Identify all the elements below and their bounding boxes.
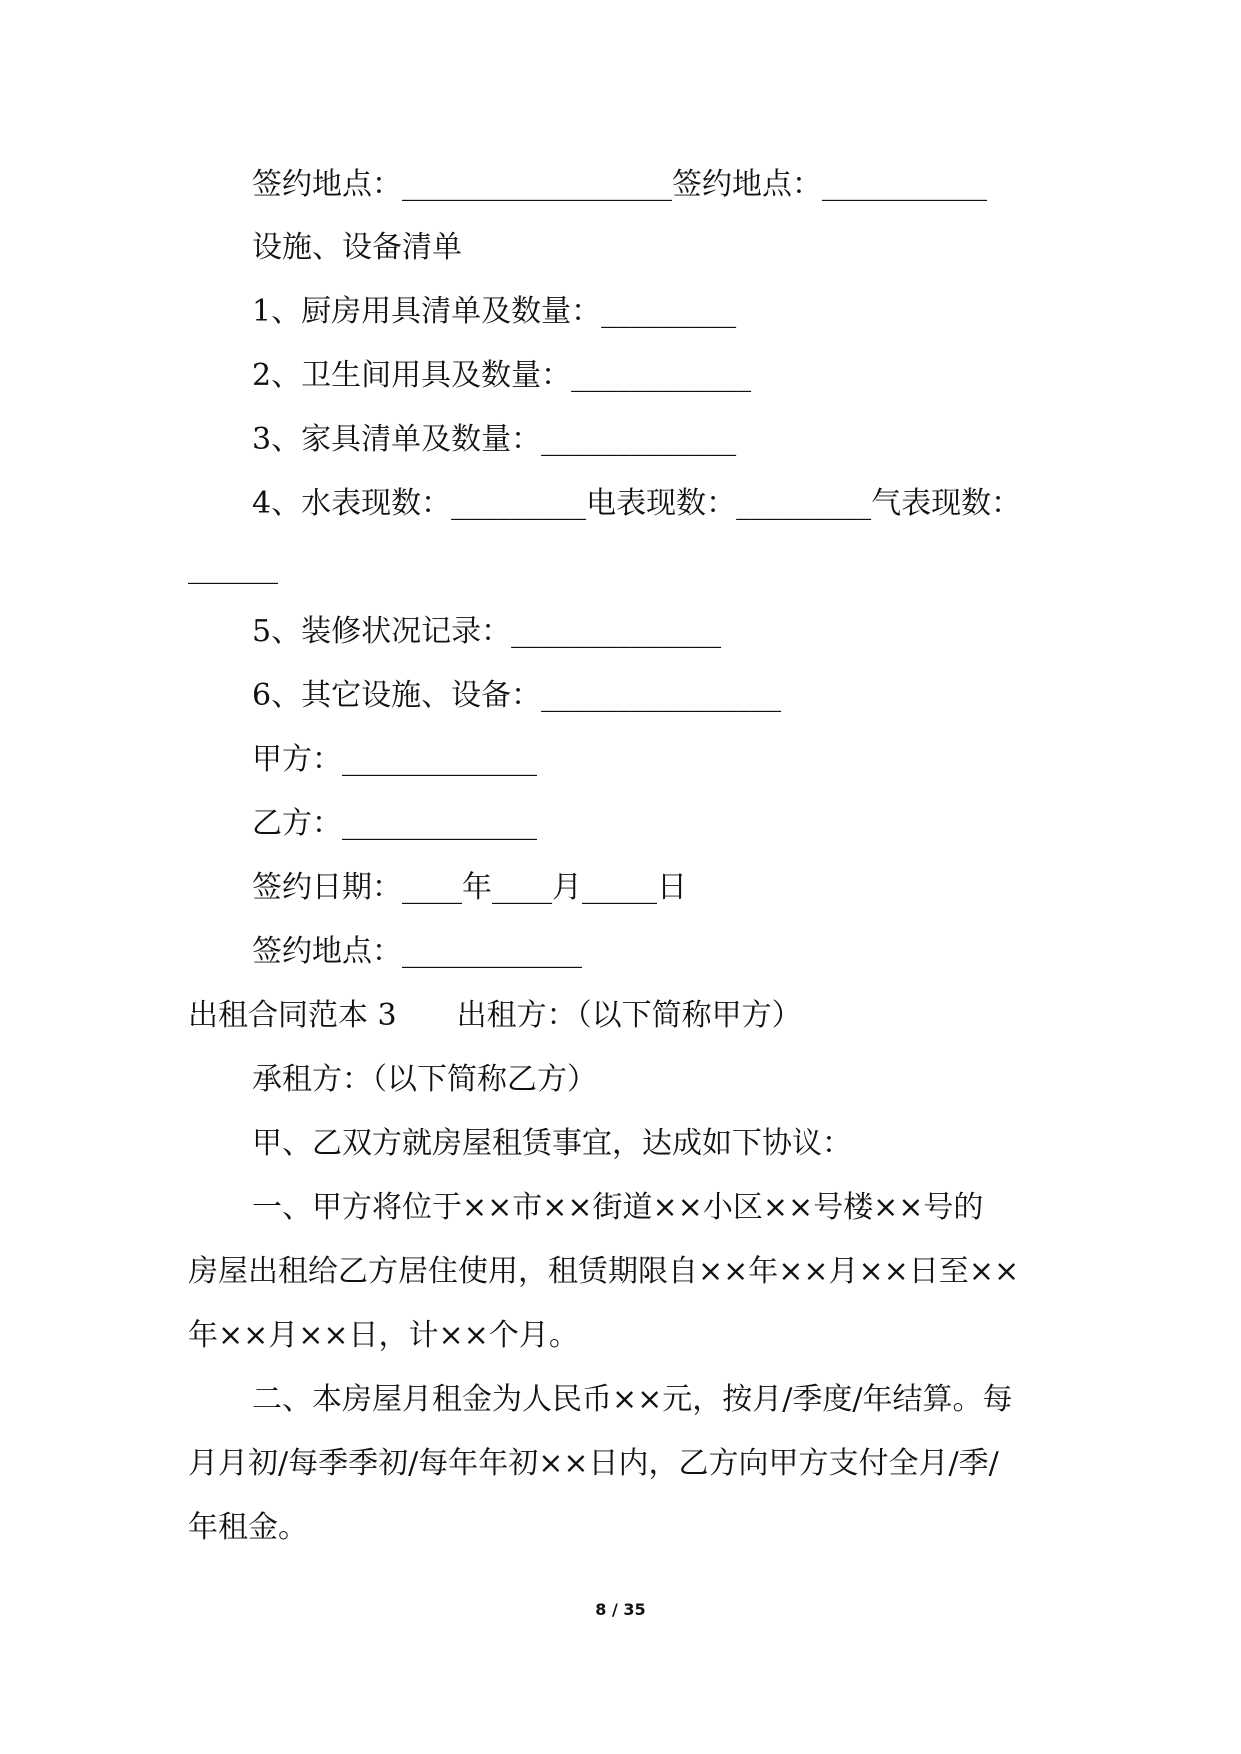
clause-1-line-3: 年××月××日，计××个月。	[188, 1318, 579, 1353]
furniture-items-line: 3、家具清单及数量：_____________	[252, 422, 737, 457]
party-b-line: 乙方：_____________	[252, 806, 537, 841]
agreement-intro-line: 甲、乙双方就房屋租赁事宜，达成如下协议：	[252, 1126, 852, 1161]
kitchen-items-line: 1、厨房用具清单及数量：_________	[252, 294, 737, 329]
clause-1-line-1: 一、甲方将位于××市××街道××小区××号楼××号的	[252, 1190, 984, 1225]
meter-readings-line: 4、水表现数：_________电表现数：_________气表现数：	[252, 486, 1022, 521]
clause-2-line-3: 年租金。	[188, 1510, 308, 1545]
page-number: 8 / 35	[595, 1600, 646, 1619]
clause-1-line-2: 房屋出租给乙方居住使用，租赁期限自××年××月××日至××	[188, 1254, 1020, 1289]
meter-readings-continued: ______	[188, 550, 278, 585]
facilities-list-heading: 设施、设备清单	[252, 230, 462, 265]
clause-2-line-2: 月月初/每季季初/每年年初××日内，乙方向甲方支付全月/季/	[188, 1446, 999, 1481]
party-a-line: 甲方：_____________	[252, 742, 537, 777]
renovation-record-line: 5、装修状况记录：______________	[252, 614, 722, 649]
other-facilities-line: 6、其它设施、设备：________________	[252, 678, 782, 713]
signing-place-line-2: 签约地点：____________	[252, 934, 582, 969]
contract-template-title: 出租合同范本 3 出租方：（以下简称甲方）	[188, 998, 802, 1033]
signing-place-line-1: 签约地点：__________________签约地点：___________	[252, 167, 987, 202]
signing-date-line: 签约日期：____年____月_____日	[252, 870, 687, 905]
clause-2-line-1: 二、本房屋月租金为人民币××元，按月/季度/年结算。每	[252, 1382, 1013, 1417]
bathroom-items-line: 2、卫生间用具及数量：____________	[252, 358, 752, 393]
lessee-line: 承租方：（以下简称乙方）	[252, 1062, 597, 1097]
